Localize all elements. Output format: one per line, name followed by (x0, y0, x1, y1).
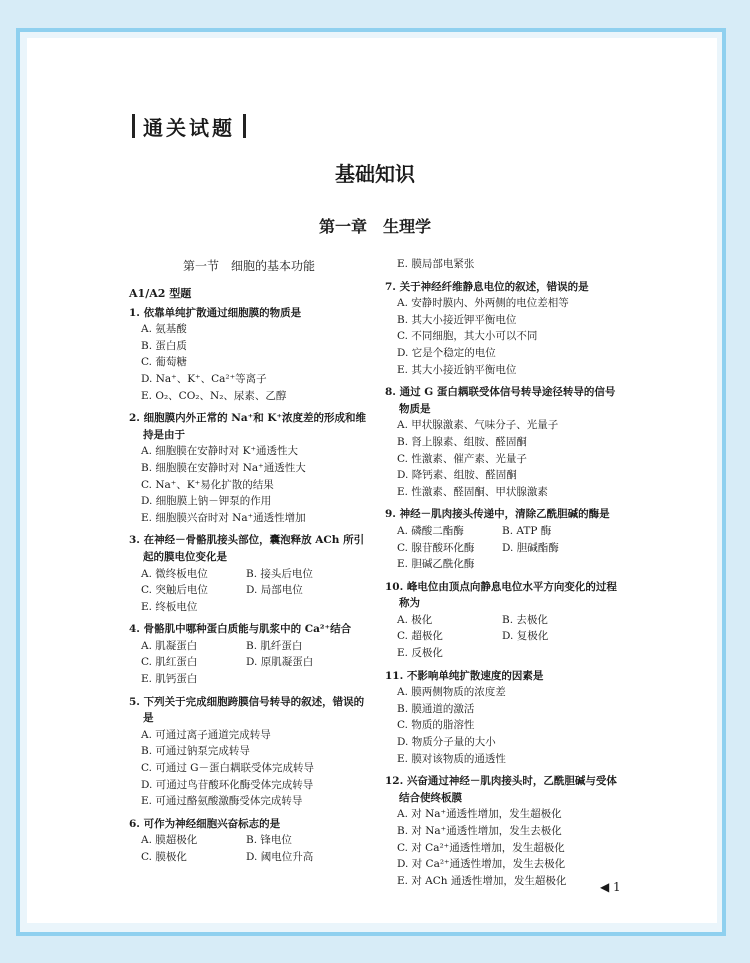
answer-option: A. 极化 (397, 613, 433, 626)
question-item (129, 816, 369, 866)
option-row (129, 566, 369, 583)
answer-option: C. 超极化 (397, 630, 443, 643)
answer-option: D. 对 Ca²⁺通透性增加，发生去极化 (397, 858, 566, 871)
question-item (385, 773, 625, 889)
question-item (129, 694, 369, 810)
right-column (385, 256, 625, 895)
question-item (385, 506, 625, 572)
question-stem: 5. 下列关于完成细胞跨膜信号转导的叙述，错误的是 (129, 695, 365, 725)
question-stem: 4. 骨骼肌中哪种蛋白质能与肌浆中的 Ca²⁺结合 (129, 623, 352, 636)
option-row (385, 628, 625, 645)
answer-option: A. 微终板电位 (141, 567, 208, 580)
answer-option: B. 细胞膜在安静时对 Na⁺通透性大 (141, 461, 306, 474)
answer-option: C. 性激素、催产素、光量子 (397, 452, 527, 465)
answer-option: D. 原肌凝蛋白 (246, 656, 314, 669)
answer-option: C. 对 Ca²⁺通透性增加，发生超极化 (397, 841, 565, 854)
answer-option: E. 细胞膜兴奋时对 Na⁺通透性增加 (141, 511, 306, 524)
answer-option: B. 锋电位 (246, 834, 292, 847)
answer-option: B. ATP 酶 (502, 524, 552, 537)
question-item (129, 305, 369, 405)
answer-option: B. 可通过钠泵完成转导 (141, 745, 250, 758)
question-stem: 7. 关于神经纤维静息电位的叙述，错误的是 (385, 280, 589, 293)
answer-option: C. 突触后电位 (141, 584, 208, 597)
answer-option: E. 性激素、醛固酮、甲状腺激素 (397, 485, 548, 498)
option-row (385, 523, 625, 540)
answer-option: C. 膜极化 (141, 851, 187, 863)
question-stem: 8. 通过 G 蛋白耦联受体信号转导途径转导的信号物质是 (385, 386, 616, 415)
question-item (385, 279, 625, 379)
question-stem: 10. 峰电位由顶点向静息电位水平方向变化的过程称为 (385, 580, 617, 610)
option-row (129, 582, 369, 599)
question-stem: 2. 细胞膜内外正常的 Na⁺和 K⁺浓度差的形成和维持是由于 (129, 412, 367, 441)
answer-option: B. 去极化 (502, 613, 548, 626)
answer-option: E. O₂、CO₂、N₂、尿素、乙醇 (141, 389, 287, 402)
answer-option: D. 可通过鸟苷酸环化酶受体完成转导 (141, 778, 314, 791)
question-stem: 6. 可作为神经细胞兴奋标志的是 (129, 817, 281, 830)
question-stem: 11. 不影响单纯扩散速度的因素是 (385, 669, 544, 682)
page-number: ◀ 1 (600, 880, 621, 894)
answer-option: C. Na⁺、K⁺易化扩散的结果 (141, 478, 274, 491)
answer-option: D. 它是个稳定的电位 (397, 346, 496, 359)
answer-option: A. 膜超极化 (141, 834, 198, 847)
left-question-list (129, 305, 369, 866)
answer-option: D. 物质分子量的大小 (397, 736, 496, 749)
answer-option: D. Na⁺、K⁺、Ca²⁺等离子 (141, 372, 267, 385)
question-stem: 12. 兴奋通过神经－肌肉接头时，乙酰胆碱与受体结合使终板膜 (385, 775, 617, 804)
answer-option: C. 不同细胞，其大小可以不同 (397, 330, 538, 343)
section-heading: 第一节 细胞的基本功能 (182, 259, 315, 273)
answer-option: B. 对 Na⁺通透性增加，发生去极化 (397, 825, 562, 837)
option-row (129, 849, 369, 866)
answer-option: C. 肌红蛋白 (141, 656, 198, 669)
answer-option: B. 接头后电位 (246, 567, 313, 580)
chapter-heading: 第一章 生理学 (318, 217, 431, 236)
answer-option: D. 阈电位升高 (246, 851, 314, 863)
answer-option: A. 对 Na⁺通透性增加，发生超极化 (397, 808, 562, 821)
answer-option: E. 其大小接近钠平衡电位 (397, 363, 517, 376)
option-row (385, 540, 625, 557)
question-item (385, 668, 625, 768)
option-row (129, 832, 369, 849)
question-item (129, 532, 369, 615)
option-row (385, 612, 625, 629)
answer-option: A. 甲状腺激素、气味分子、光量子 (397, 419, 559, 432)
answer-option: A. 肌凝蛋白 (141, 639, 198, 652)
banner-text: 通关试题 (143, 115, 235, 140)
answer-option: A. 可通过离子通道完成转导 (141, 728, 271, 741)
answer-option: C. 物质的脂溶性 (397, 719, 475, 732)
answer-option: C. 葡萄糖 (141, 356, 187, 369)
answer-option: E. 膜对该物质的通透性 (397, 752, 506, 765)
banner-left-bar (132, 114, 135, 138)
question-stem: 3. 在神经－骨骼肌接头部位，囊泡释放 ACh 所引起的膜电位变化是 (129, 534, 365, 563)
answer-option: B. 肾上腺素、组胺、醛固酮 (397, 435, 527, 448)
option-row (129, 654, 369, 671)
right-question-list (385, 256, 625, 889)
answer-option: B. 蛋白质 (141, 339, 187, 352)
answer-option: E. 对 ACh 通透性增加，发生超极化 (397, 874, 567, 887)
answer-option: A. 安静时膜内、外两侧的电位差相等 (397, 297, 569, 310)
option-row (129, 638, 369, 655)
answer-option: C. 腺苷酸环化酶 (397, 541, 475, 554)
question-item (385, 579, 625, 662)
answer-option: E. 终板电位 (141, 600, 198, 613)
answer-option: B. 肌纤蛋白 (246, 639, 303, 652)
question-item (385, 256, 625, 273)
answer-option: D. 复极化 (502, 630, 549, 643)
question-item (129, 621, 369, 687)
answer-option: A. 磷酸二酯酶 (397, 524, 464, 537)
answer-option: A. 膜两侧物质的浓度差 (397, 686, 506, 699)
answer-option: B. 膜通道的激活 (397, 702, 475, 715)
answer-option: E. 可通过酪氨酸激酶受体完成转导 (141, 795, 303, 808)
answer-option: D. 胆碱酯酶 (502, 541, 559, 554)
question-stem: 1. 依靠单纯扩散通过细胞膜的物质是 (129, 306, 302, 319)
answer-option: A. 细胞膜在安静时对 K⁺通透性大 (141, 445, 298, 458)
answer-option: E. 膜局部电紧张 (397, 258, 475, 270)
question-item (385, 384, 625, 500)
page-title: 基础知识 (335, 162, 415, 186)
problem-type-label: A1/A2 型题 (129, 287, 192, 300)
answer-option: D. 细胞膜上钠－钾泵的作用 (141, 495, 272, 508)
answer-option: E. 胆碱乙酰化酶 (397, 558, 475, 571)
left-column (129, 256, 369, 872)
answer-option: B. 其大小接近钾平衡电位 (397, 313, 517, 326)
section-banner (132, 111, 246, 141)
answer-option: D. 局部电位 (246, 584, 303, 597)
answer-option: C. 可通过 G－蛋白耦联受体完成转导 (141, 762, 315, 775)
question-item (129, 410, 369, 526)
answer-option: E. 肌钙蛋白 (141, 673, 198, 686)
banner-right-bar (243, 114, 246, 138)
answer-option: D. 降钙素、组胺、醛固酮 (397, 469, 517, 482)
answer-option: A. 氨基酸 (141, 323, 187, 336)
question-stem: 9. 神经－肌肉接头传递中，清除乙酰胆碱的酶是 (385, 508, 610, 521)
answer-option: E. 反极化 (397, 647, 443, 660)
